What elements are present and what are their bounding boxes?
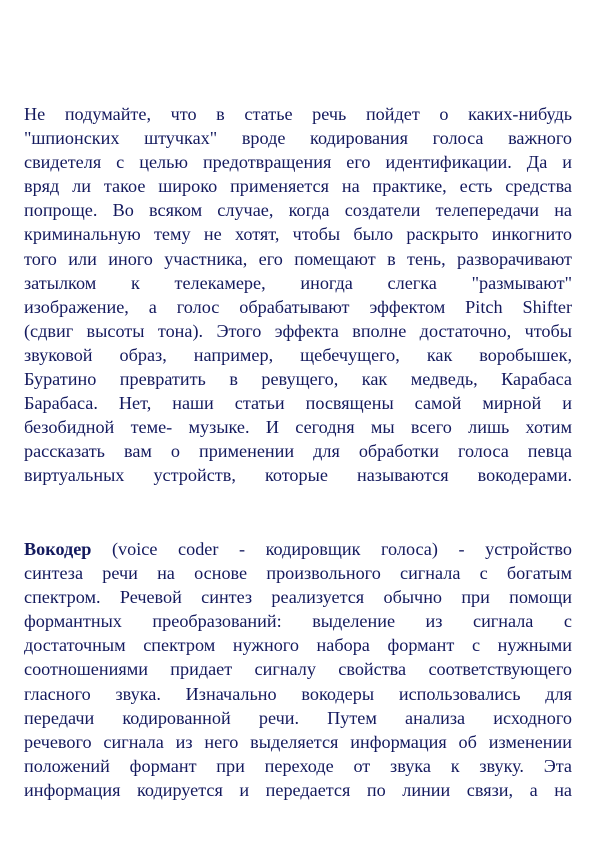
text-line: "шпионских штучках" вроде кодирования голоса важного (24, 128, 572, 149)
text-line: криминальную тему не хотят, чтобы было раскрыто инкогнито (24, 224, 572, 245)
definition-start: (voice coder - кодировщик голоса) - устройство (91, 539, 572, 559)
text-line: вряд ли такое широко применяется на практике, есть средства (24, 176, 572, 197)
text-line: спектром. Речевой синтез реализуется обычно при помощи (24, 587, 572, 608)
text-line: изображение, а голос обрабатывают эффектом Pitch Shifter (24, 296, 572, 317)
text-line: попроще. Во всяком случае, когда создатели телепередачи на (24, 200, 572, 221)
text-line: свидетеля с целью предотвращения его идентификации. Да и (24, 152, 572, 173)
text-line: виртуальных устройств, которые называются вокодерами. (24, 465, 572, 486)
text-line: затылком к телекамере, иногда слегка "размывают" (24, 272, 572, 293)
text-line: того или иного участника, его помещают в тень, разворачивают (24, 248, 572, 269)
text-line: Буратино превратить в ревущего, как медведь, Карабаса (24, 369, 572, 390)
text-line: передачи кодированной речи. Путем анализа исходного (24, 707, 572, 728)
text-line: достаточным спектром нужного набора формант с нужными (24, 635, 572, 656)
paragraph-vocoder-definition (24, 537, 572, 802)
text-line: рассказать вам о применении для обработки голоса певца (24, 441, 572, 462)
text-line: Барабаса. Нет, наши статьи посвящены самой мирной и (24, 393, 572, 414)
text-line: синтеза речи на основе произвольного сигнала с богатым (24, 563, 572, 584)
text-line: информация кодируется и передается по линии связи, а на (24, 779, 572, 800)
text-line: речевого сигнала из него выделяется информация об изменении (24, 731, 572, 752)
paragraph-intro (24, 102, 572, 488)
text-line: формантных преобразований: выделение из сигнала с (24, 611, 572, 632)
text-line-first (24, 537, 572, 561)
text-line: безобидной теме- музыке. И сегодня мы всего лишь хотим (24, 417, 572, 438)
text-line: соотношениями придает сигналу свойства соответствующего (24, 659, 572, 680)
defined-term: Вокодер (24, 539, 92, 559)
text-line: звуковой образ, например, щебечущего, как воробышек, (24, 344, 572, 365)
text-line: Не подумайте, что в статье речь пойдет о каких-нибудь (24, 104, 572, 124)
text-line: гласного звука. Изначально вокодеры использовались для (24, 683, 572, 704)
text-line: положений формант при переходе от звука к звуку. Эта (24, 755, 572, 776)
text-line: (сдвиг высоты тона). Этого эффекта вполне достаточно, чтобы (24, 320, 572, 341)
